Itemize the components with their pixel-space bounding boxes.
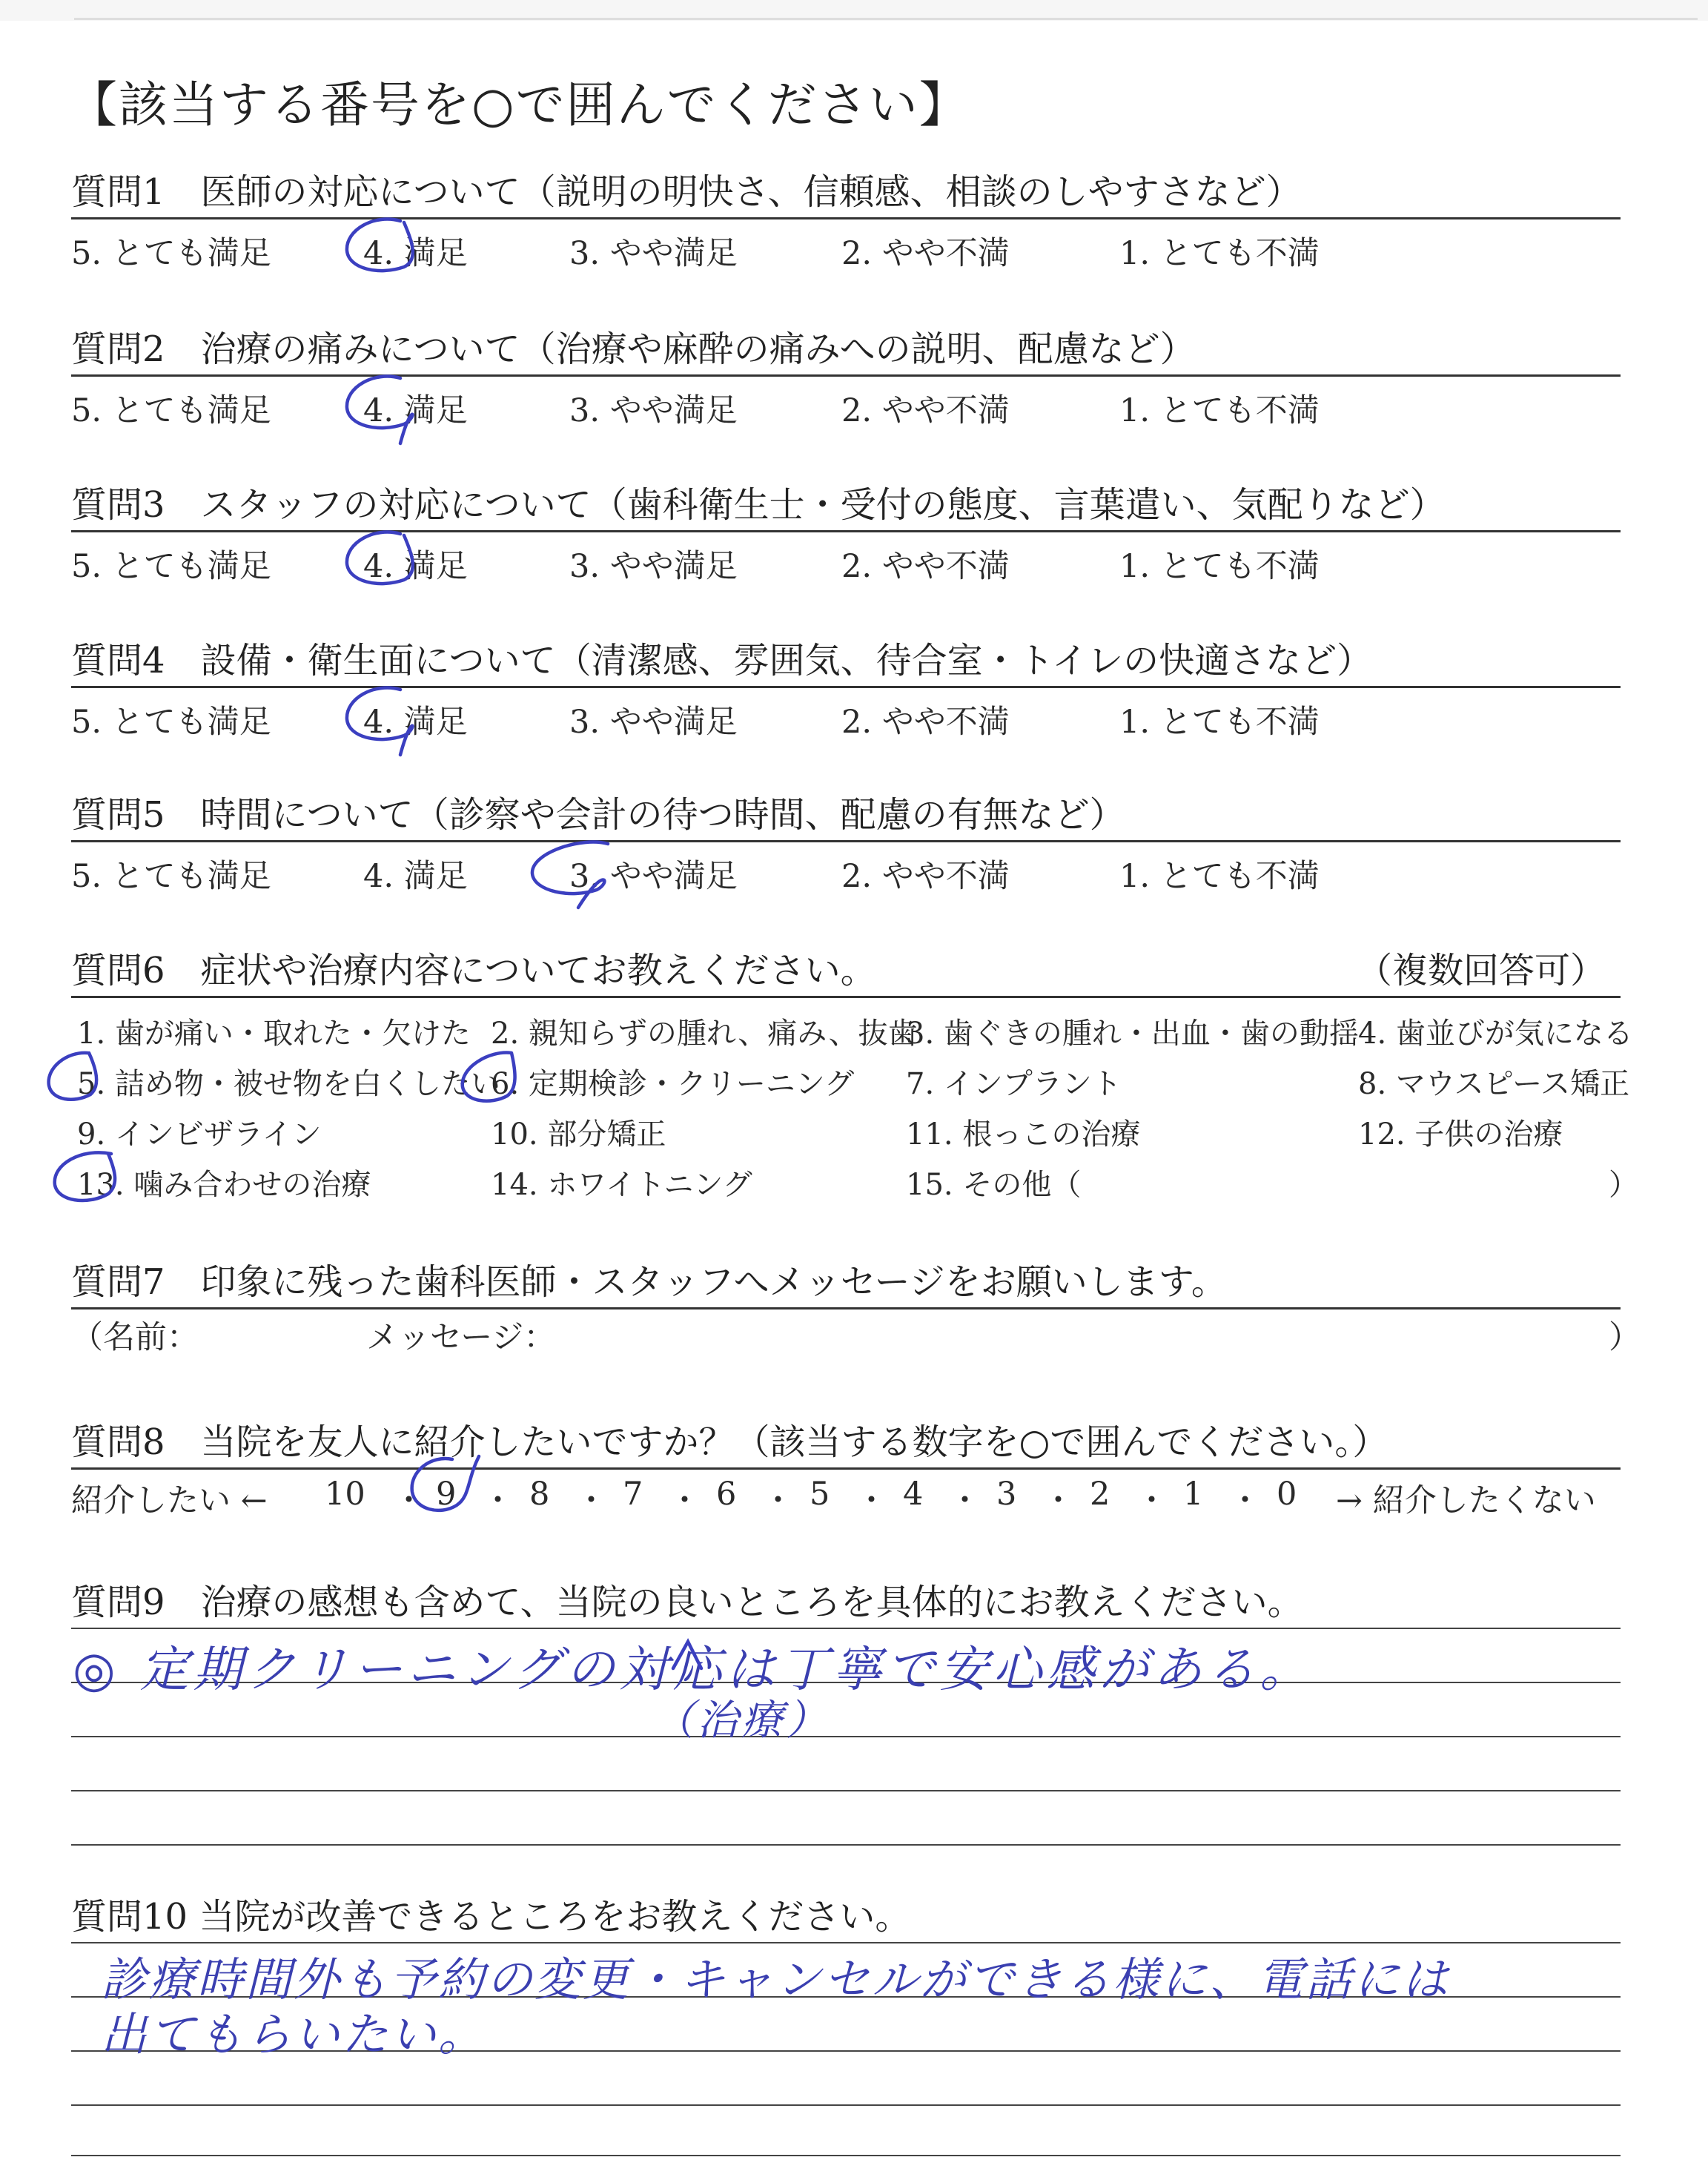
option-5[interactable]: 5. とても満足	[71, 704, 271, 741]
scale-9[interactable]: 9	[436, 1476, 457, 1513]
message-label[interactable]: メッセージ：	[366, 1319, 556, 1356]
scale-6[interactable]: 6	[716, 1476, 737, 1513]
question-2-rule	[71, 374, 1621, 377]
scale-right-label: → 紹介したくない	[1336, 1482, 1596, 1519]
answer-line	[71, 2155, 1621, 2156]
symptom-item-2[interactable]: 2. 親知らずの腫れ、痛み、抜歯	[491, 1017, 918, 1051]
handwritten-answer-q10-line1[interactable]: 診療時間外も予約の変更・キャンセルができる様に、電話には	[101, 1952, 1451, 2007]
symptom-item-15[interactable]: 15. その他（	[906, 1168, 1082, 1202]
question-1-rule	[71, 217, 1621, 219]
question-7-rule	[71, 1307, 1621, 1309]
option-1[interactable]: 1. とても不満	[1119, 548, 1320, 585]
question-5-rule	[71, 840, 1621, 842]
symptom-item-9[interactable]: 9. インビザライン	[77, 1117, 322, 1152]
option-1[interactable]: 1. とても不満	[1119, 392, 1320, 429]
option-2[interactable]: 2. やや不満	[841, 235, 1010, 272]
question-6-rule	[71, 996, 1621, 998]
symptom-item-14[interactable]: 14. ホワイトニング	[491, 1168, 752, 1202]
handwritten-insertion-q9: （治療）	[652, 1697, 830, 1745]
symptom-item-7[interactable]: 7. インプラント	[906, 1067, 1122, 1101]
question-6-title: 質問6 症状や治療内容についてお教えください。	[71, 950, 876, 991]
option-5[interactable]: 5. とても満足	[71, 858, 271, 895]
message-close-paren: ）	[1609, 1319, 1641, 1356]
question-4-rule	[71, 686, 1621, 688]
scale-2[interactable]: 2	[1090, 1476, 1110, 1513]
option-5[interactable]: 5. とても満足	[71, 392, 271, 429]
scale-separator: ・	[1042, 1482, 1074, 1519]
option-4[interactable]: 4. 満足	[363, 548, 468, 585]
scale-separator: ・	[855, 1482, 887, 1519]
answer-line	[71, 2104, 1621, 2106]
scale-separator: ・	[669, 1482, 701, 1519]
option-2[interactable]: 2. やや不満	[841, 704, 1010, 741]
scale-8[interactable]: 8	[529, 1476, 550, 1513]
scale-separator: ・	[575, 1482, 607, 1519]
question-7-title: 質問7 印象に残った歯科医師・スタッフへメッセージをお願いします。	[71, 1261, 1227, 1303]
symptom-item-13[interactable]: 13. 噛み合わせの治療	[77, 1168, 371, 1202]
question-3-title: 質問3 スタッフの対応について（歯科衛生士・受付の態度、言葉遣い、気配りなど）	[71, 484, 1446, 526]
scale-separator: ・	[1229, 1482, 1261, 1519]
option-2[interactable]: 2. やや不満	[841, 858, 1010, 895]
scale-4[interactable]: 4	[903, 1476, 924, 1513]
option-4[interactable]: 4. 満足	[363, 704, 468, 741]
option-2[interactable]: 2. やや不満	[841, 392, 1010, 429]
other-close-paren: ）	[1609, 1168, 1638, 1202]
answer-line	[71, 1790, 1621, 1791]
scale-7[interactable]: 7	[623, 1476, 643, 1513]
option-4[interactable]: 4. 満足	[363, 235, 468, 272]
option-2[interactable]: 2. やや不満	[841, 548, 1010, 585]
scale-separator: ・	[482, 1482, 514, 1519]
name-label[interactable]: （名前：	[71, 1319, 199, 1356]
option-1[interactable]: 1. とても不満	[1119, 858, 1320, 895]
symptom-item-12[interactable]: 12. 子供の治療	[1358, 1117, 1563, 1152]
symptom-item-4[interactable]: 4. 歯並びが気になる	[1358, 1017, 1633, 1051]
scale-1[interactable]: 1	[1183, 1476, 1204, 1513]
option-3[interactable]: 3. やや満足	[569, 548, 738, 585]
symptom-item-5[interactable]: 5. 詰め物・被せ物を白くしたい	[77, 1067, 500, 1101]
option-3[interactable]: 3. やや満足	[569, 704, 738, 741]
question-8-rule	[71, 1467, 1621, 1470]
question-3-rule	[71, 530, 1621, 532]
symptom-item-3[interactable]: 3. 歯ぐきの腫れ・出血・歯の動揺	[906, 1017, 1359, 1051]
option-1[interactable]: 1. とても不満	[1119, 704, 1320, 741]
question-4-title: 質問4 設備・衛生面について（清潔感、雰囲気、待合室・トイレの快適さなど）	[71, 640, 1373, 681]
answer-line	[71, 1736, 1621, 1737]
scale-5[interactable]: 5	[810, 1476, 830, 1513]
question-8-title: 質問8 当院を友人に紹介したいですか？（該当する数字を○で囲んでください。）	[71, 1421, 1388, 1463]
answer-line	[71, 1628, 1621, 1629]
option-5[interactable]: 5. とても満足	[71, 548, 271, 585]
option-3[interactable]: 3. やや満足	[569, 235, 738, 272]
option-3[interactable]: 3. やや満足	[569, 858, 738, 895]
option-4[interactable]: 4. 満足	[363, 392, 468, 429]
scale-separator: ・	[762, 1482, 794, 1519]
scale-left-label: 紹介したい ←	[71, 1482, 268, 1519]
multiple-answers-note: （複数回答可）	[1357, 950, 1606, 991]
scale-0[interactable]: 0	[1277, 1476, 1297, 1513]
option-3[interactable]: 3. やや満足	[569, 392, 738, 429]
scale-10[interactable]: 10	[325, 1476, 365, 1513]
scale-3[interactable]: 3	[996, 1476, 1017, 1513]
scale-separator: ・	[393, 1482, 425, 1519]
question-9-title: 質問9 治療の感想も含めて、当院の良いところを具体的にお教えください。	[71, 1582, 1303, 1623]
scan-top-line	[74, 18, 1698, 20]
question-5-title: 質問5 時間について（診察や会計の待つ時間、配慮の有無など）	[71, 794, 1125, 836]
answer-line	[71, 1844, 1621, 1846]
handwritten-answer-q9[interactable]: ◎ 定期クリーニングの対応は丁寧で安心感がある。	[73, 1641, 1314, 1698]
symptom-item-10[interactable]: 10. 部分矯正	[491, 1117, 666, 1152]
option-1[interactable]: 1. とても不満	[1119, 235, 1320, 272]
question-1-title: 質問1 医師の対応について（説明の明快さ、信頼感、相談のしやすさなど）	[71, 171, 1302, 213]
symptom-item-6[interactable]: 6. 定期検診・クリーニング	[491, 1067, 855, 1101]
symptom-item-8[interactable]: 8. マウスピース矯正	[1358, 1067, 1630, 1101]
option-5[interactable]: 5. とても満足	[71, 235, 271, 272]
symptom-item-1[interactable]: 1. 歯が痛い・取れた・欠けた	[77, 1017, 471, 1051]
scale-separator: ・	[1136, 1482, 1168, 1519]
option-4[interactable]: 4. 満足	[363, 858, 468, 895]
handwritten-answer-q10-line2[interactable]: 出てもらいたい。	[101, 2007, 487, 2061]
scale-separator: ・	[949, 1482, 981, 1519]
question-2-title: 質問2 治療の痛みについて（治療や麻酔の痛みへの説明、配慮など）	[71, 328, 1196, 370]
page-title: 【該当する番号を○で囲んでください】	[68, 76, 970, 133]
symptom-item-11[interactable]: 11. 根っこの治療	[906, 1117, 1141, 1152]
question-10-title: 質問10 当院が改善できるところをお教えください。	[71, 1896, 911, 1938]
